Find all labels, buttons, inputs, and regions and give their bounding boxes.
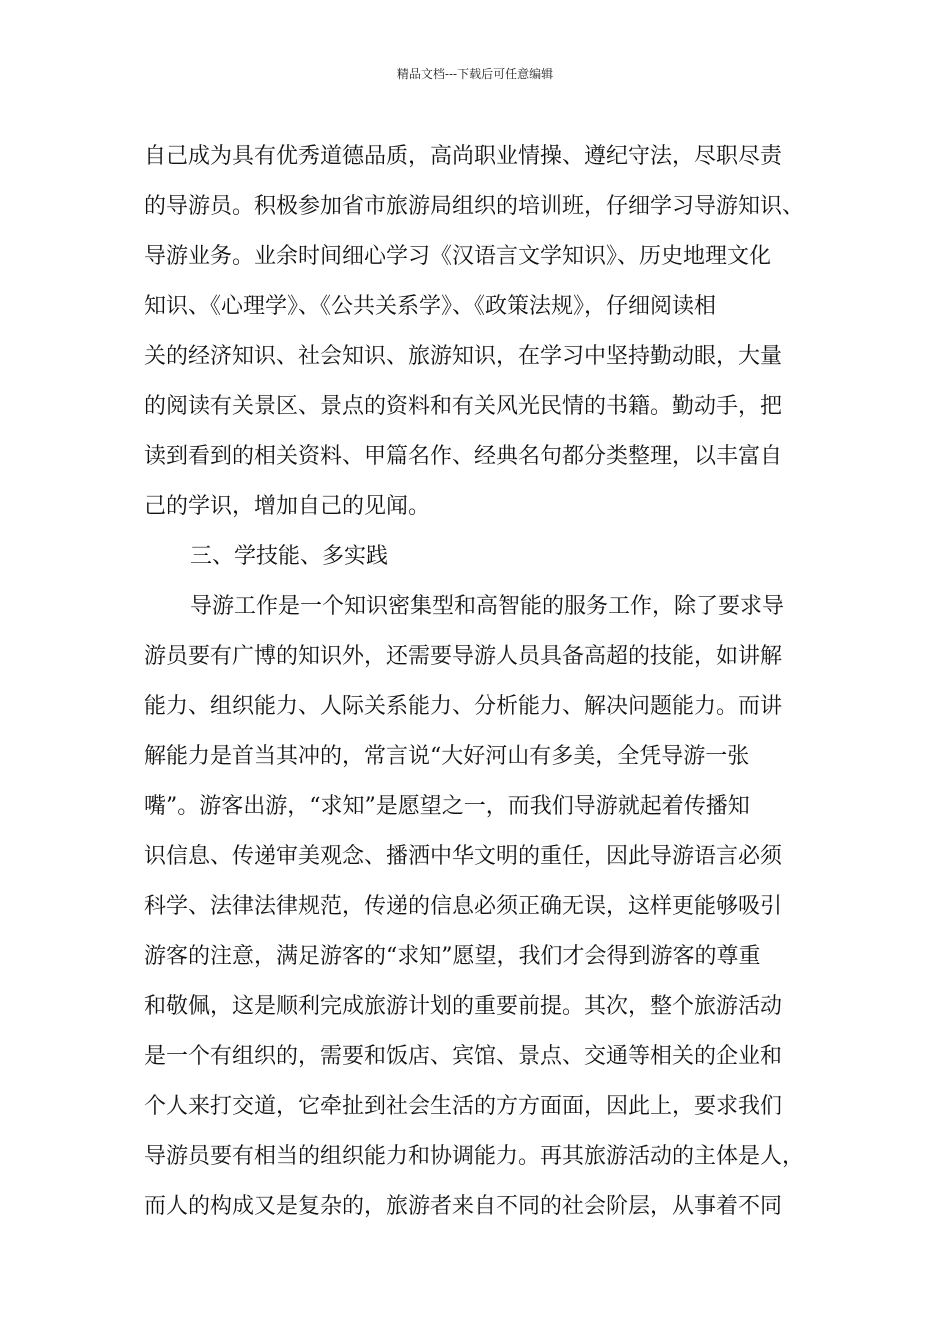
- text-line: 导游工作是一个知识密集型和高智能的服务工作，除了要求导: [190, 594, 785, 619]
- page-header: 精品文档---下载后可任意编辑: [396, 67, 554, 81]
- text-line: 识信息、传递审美观念、播洒中华文明的重任，因此导游语言必须: [144, 844, 783, 869]
- text-line: 游客的注意，满足游客的“求知”愿望，我们才会得到游客的尊重: [144, 944, 761, 969]
- section-heading: 三、学技能、多实践: [190, 544, 389, 569]
- text-line: 的阅读有关景区、景点的资料和有关风光民情的书籍。勤动手，把: [144, 394, 783, 419]
- text-line: 而人的构成又是复杂的，旅游者来自不同的社会阶层，从事着不同: [144, 1194, 783, 1219]
- text-line: 科学、法律法律规范，传递的信息必须正确无误，这样更能够吸引: [144, 894, 783, 919]
- text-line: 导游员要有相当的组织能力和协调能力。再其旅游活动的主体是人，: [144, 1144, 805, 1169]
- text-line: 的导游员。积极参加省市旅游局组织的培训班，仔细学习导游知识、: [144, 194, 805, 219]
- text-line: 能力、组织能力、人际关系能力、分析能力、解决问题能力。而讲: [144, 694, 783, 719]
- text-line: 己的学识，增加自己的见闻。: [144, 494, 431, 519]
- text-line: 个人来打交道，它牵扯到社会生活的方方面面，因此上，要求我们: [144, 1094, 783, 1119]
- text-line: 导游业务。业余时间细心学习《汉语言文学知识》、历史地理文化: [144, 244, 772, 269]
- text-line: 关的经济知识、社会知识、旅游知识，在学习中坚持勤动眼，大量: [144, 344, 783, 369]
- text-line: 读到看到的相关资料、甲篇名作、经典名句都分类整理，以丰富自: [144, 444, 783, 469]
- text-line: 是一个有组织的，需要和饭店、宾馆、景点、交通等相关的企业和: [144, 1044, 783, 1069]
- text-line: 游员要有广博的知识外，还需要导游人员具备高超的技能，如讲解: [144, 644, 783, 669]
- text-line: 知识、《心理学》、《公共关系学》、《政策法规》，仔细阅读相: [144, 294, 717, 319]
- text-line: 嘴”。游客出游，“求知”是愿望之一，而我们导游就起着传播知: [144, 794, 750, 819]
- text-line: 自己成为具有优秀道德品质，高尚职业情操、遵纪守法，尽职尽责: [144, 144, 783, 169]
- text-line: 解能力是首当其冲的，常言说“大好河山有多美，全凭导游一张: [144, 744, 750, 769]
- text-line: 和敬佩，这是顺利完成旅游计划的重要前提。其次，整个旅游活动: [144, 994, 783, 1019]
- document-body: [144, 132, 809, 1232]
